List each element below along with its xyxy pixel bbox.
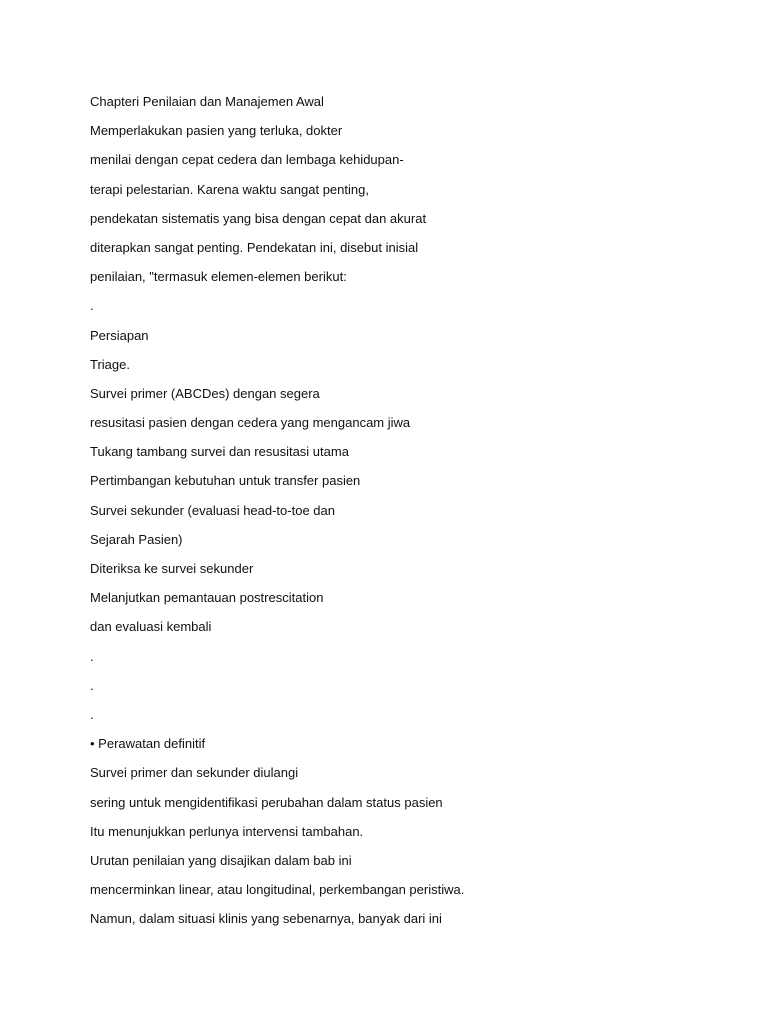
text-line: mencerminkan linear, atau longitudinal, perkembangan peristiwa. — [90, 882, 465, 898]
text-line: . — [90, 298, 94, 314]
text-line: resusitasi pasien dengan cedera yang mengancam jiwa — [90, 415, 411, 431]
text-line: Diteriksa ke survei sekunder — [90, 561, 254, 576]
text-line: diterapkan sangat penting. Pendekatan ini, disebut inisial — [90, 239, 419, 255]
text-line: Triage. — [90, 356, 130, 372]
text-line: penilaian, "termasuk elemen-elemen berikut: — [90, 269, 347, 285]
text-line: Survei primer (ABCDes) dengan segera — [90, 385, 320, 401]
text-line: Persiapan — [90, 327, 149, 343]
document-title: Chapteri Penilaian dan Manajemen Awal — [90, 94, 324, 109]
text-line: pendekatan sistematis yang bisa dengan cepat dan akurat — [90, 210, 427, 226]
text-line: sering untuk mengidentifikasi perubahan dalam status pasien — [90, 794, 443, 810]
text-line: Survei primer dan sekunder diulangi — [90, 765, 299, 781]
text-line: Melanjutkan pemantauan postrescitation — [90, 590, 324, 606]
text-line: . — [90, 677, 94, 693]
text-line: Tukang tambang survei dan resusitasi utama — [90, 444, 349, 460]
text-line: Namun, dalam situasi klinis yang sebenarnya, banyak dari ini — [90, 911, 442, 927]
text-line: Urutan penilaian yang disajikan dalam bab ini — [90, 852, 352, 868]
text-line: . — [90, 706, 94, 722]
text-line: Itu menunjukkan perlunya intervensi tambahan. — [90, 823, 364, 839]
text-line: menilai dengan cepat cedera dan lembaga kehidupan- — [90, 152, 404, 168]
text-line: Survei sekunder (evaluasi head-to-toe dan — [90, 502, 335, 518]
text-line: Sejarah Pasien) — [90, 531, 183, 547]
text-line: . — [90, 648, 94, 664]
text-line: Pertimbangan kebutuhan untuk transfer pasien — [90, 473, 361, 489]
text-line: Memperlakukan pasien yang terluka, dokter — [90, 123, 343, 139]
text-line: dan evaluasi kembali — [90, 619, 212, 635]
document-body — [90, 91, 710, 937]
text-line: terapi pelestarian. Karena waktu sangat penting, — [90, 181, 369, 197]
text-line: • Perawatan definitif — [90, 736, 206, 752]
